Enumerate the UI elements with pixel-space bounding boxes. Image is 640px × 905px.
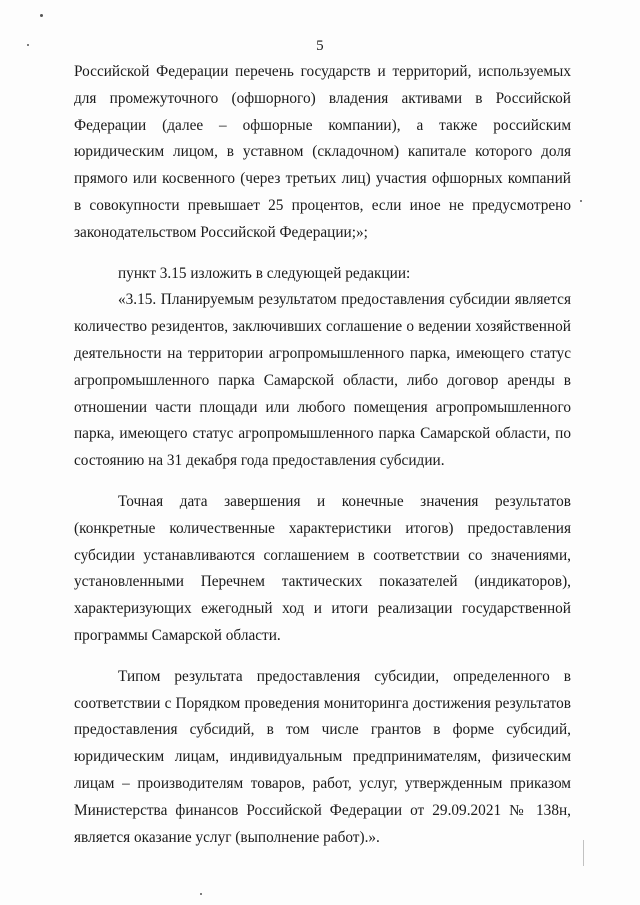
paragraph-continuation: Российской Федерации перечень государств и территорий, используемых для промежуточного (офшорного) владения активами в Российской Федерации (далее – офшорные компании), а также российским юридическим лицом, в уставном (складочном) капитале которого доля прямого или косвенного (через третьих лиц) участия офшорных компаний в совокупности превышает 25 процентов, если иное не предусмотрено законодательством Российской Федерации;»;	[74, 63, 571, 241]
scan-speck	[580, 200, 582, 202]
paragraph-clause-3-15: «3.15. Планируемым результатом предоставления субсидии является количество резидентов, заключивших соглашение о ведении хозяйственной деятельности на территории агропромышленного парка, имеющего статус агропромышленного парка Самарской области, либо договор аренды в отношении части площади или любого помещения агропромышленного парка, имеющего статус агропромышленного парка Самарской области, по состоянию на 31 декабря года предоставления субсидии.	[74, 291, 571, 470]
paragraph-result-type: Типом результата предоставления субсидии, определенного в соответствии с Порядком проведения мониторинга достижения результатов предоставления субсидий, в том числе грантов в форме субсидий, юридическим лицам, индивидуальным предпринимателям, физическим лицам – производителям товаров, работ, услуг, утвержденным приказом Министерства финансов Российской Федерации от 29.09.2021 № 138н, является оказание услуг (выполнение работ).».	[74, 667, 571, 846]
document-body	[74, 59, 571, 851]
scan-speck	[200, 893, 202, 895]
paragraph-exact-date: Точная дата завершения и конечные значения результатов (конкретные количественные характеристики итогов) предоставления субсидии устанавливаются соглашением в соответствии со значениями, установленными Перечнем тактических показателей (индикаторов), характеризующих ежегодный ход и итоги реализации государственной программы Самарской области.	[74, 492, 571, 644]
page-number: 5	[316, 38, 324, 54]
paragraph-instruction: пункт 3.15 изложить в следующей редакции:	[118, 264, 411, 282]
scan-artifact	[583, 840, 584, 866]
scan-speck	[40, 14, 43, 17]
